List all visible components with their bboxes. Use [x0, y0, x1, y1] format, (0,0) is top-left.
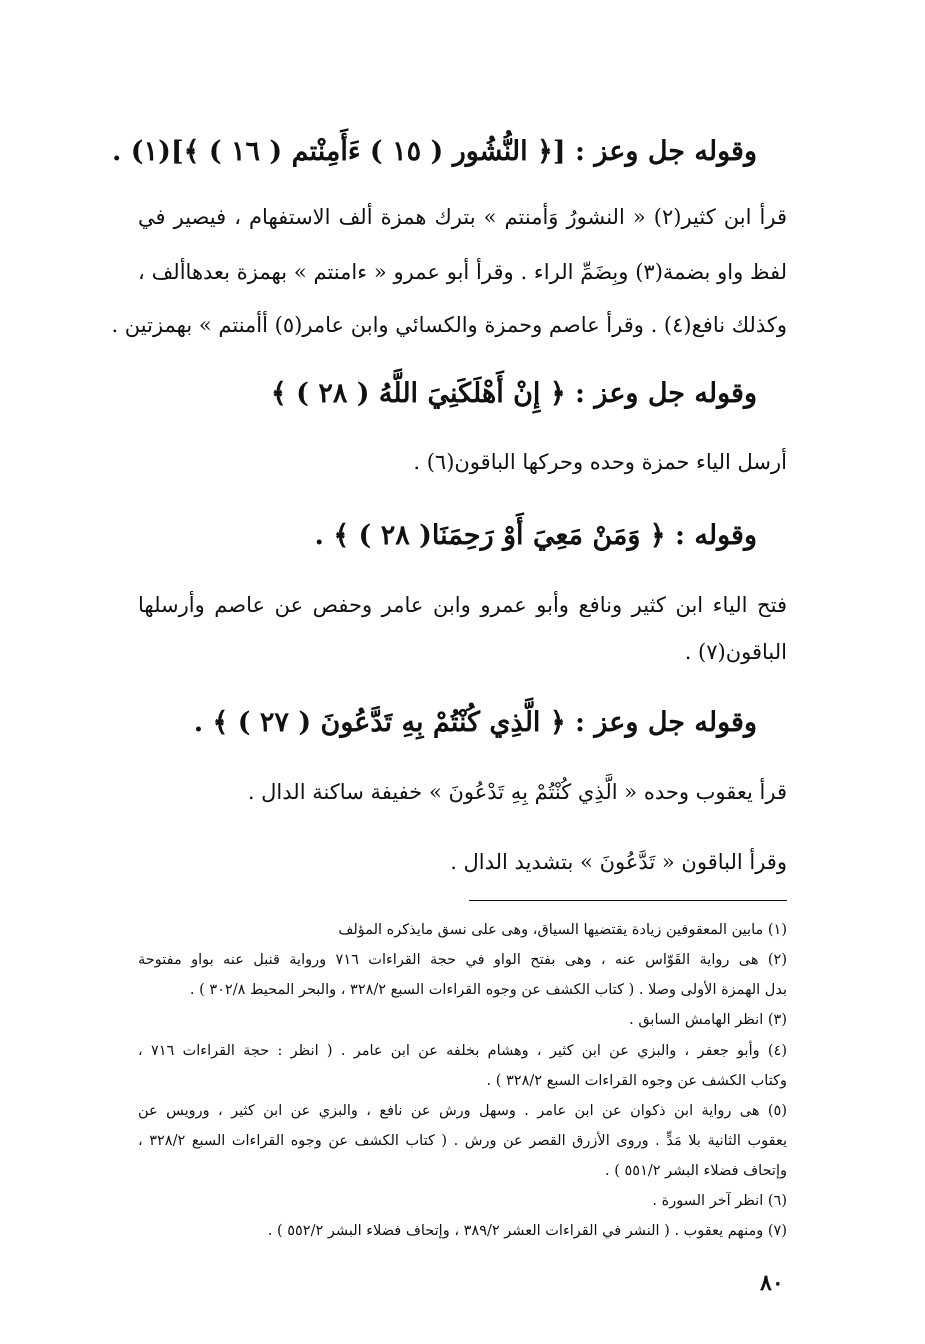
footnote-line: (٥) هى رواية ابن ذكوان عن ابن عامر . وسهل ورش عن نافع ، والبزي عن ابن كثير ، ورويس عن — [138, 1103, 787, 1119]
footnote-line: يعقوب الثانية بلا مَدٍّ . وروى الأزرق القصر عن ورش . ( كتاب الكشف عن وجوه القراءات السبع ٣٢٨/٢ ، — [138, 1133, 787, 1149]
footnote-line: وكتاب الكشف عن وجوه القراءات السبع ٣٢٨/٢ ) . — [486, 1073, 787, 1089]
section-heading: وقوله : ﴿ وَمَنْ مَعِيَ أَوْ رَحِمَنَا( ٢٨ ) ﴾ . — [314, 520, 757, 551]
page-number: ٨٠ — [760, 1270, 784, 1296]
section-heading: وقوله جل وعز : ﴿ الَّذِي كُنْتُمْ بِهِ تَدَّعُونَ ( ٢٧ ) ﴾ . — [193, 707, 757, 738]
footnote-line: (٦) انظر آخر السورة . — [652, 1193, 787, 1209]
text-line: قرأ ابن كثير(٢) « النشورُ وَأمنتم » بترك همزة ألف الاستفهام ، فيصير في — [138, 205, 787, 229]
footnote-line: بدل الهمزة الأولى وصلا . ( كتاب الكشف عن وجوه القراءات السبع ٣٢٨/٢ ، والبحر المحيط ٣٠٢/٨ ) . — [189, 982, 787, 998]
text-line: الباقون(٧) . — [684, 640, 787, 664]
section-heading: وقوله جل وعز : ﴿ إِنْ أَهْلَكَنِيَ اللَّهُ ( ٢٨ ) ﴾ — [270, 378, 757, 409]
footnote-line: (٢) هى رواية القَوّاس عنه ، وهى بفتح الواو في حجة القراءات ٧١٦ ورواية قنبل عنه بواو مفتوحة — [138, 952, 787, 968]
text-line: قرأ يعقوب وحده « الَّذِي كُنْتُمْ بِهِ تَدْعُونَ » خفيفة ساكنة الدال . — [247, 780, 787, 804]
text-line: وكذلك نافع(٤) . وقرأ عاصم وحمزة والكسائي وابن عامر(٥) أأمنتم » بهمزتين . — [111, 313, 787, 337]
footnote-line: (٧) ومنهم يعقوب . ( النشر في القراءات العشر ٣٨٩/٢ ، وإتحاف فضلاء البشر ٥٥٢/٢ ) . — [267, 1223, 787, 1239]
footnote-line: (٤) وأبو جعفر ، والبزي عن ابن كثير ، وهشام بخلفه عن ابن عامر . ( انظر : حجة القراءات ٧١٦ ، — [138, 1043, 787, 1059]
footnote-line: وإتحاف فضلاء البشر ٥٥١/٢ ) . — [605, 1163, 787, 1179]
text-line: فتح الياء ابن كثير ونافع وأبو عمرو وابن عامر وحفص عن عاصم وأرسلها — [138, 593, 787, 617]
footnote-line: (٣) انظر الهامش السابق . — [629, 1012, 787, 1028]
text-line: وقرأ الباقون « تَدَّعُونَ » بتشديد الدال . — [450, 850, 787, 874]
text-line: لفظ واو بضمة(٣) وبِضَمِّ الراء . وقرأ أبو عمرو « ءامنتم » بهمزة بعدهاألف ، — [138, 260, 787, 284]
section-heading: وقوله جل وعز : [﴿ النُّشُور ( ١٥ ) ءَأَمِنْتم ( ١٦ ) ﴾](١) . — [111, 136, 757, 167]
text-line: أرسل الياء حمزة وحده وحركها الباقون(٦) . — [413, 450, 787, 474]
footnote-line: (١) مابين المعقوفين زيادة يقتضيها السياق، وهى على نسق مايذكره المؤلف — [338, 922, 787, 938]
footnote-separator — [469, 900, 787, 901]
